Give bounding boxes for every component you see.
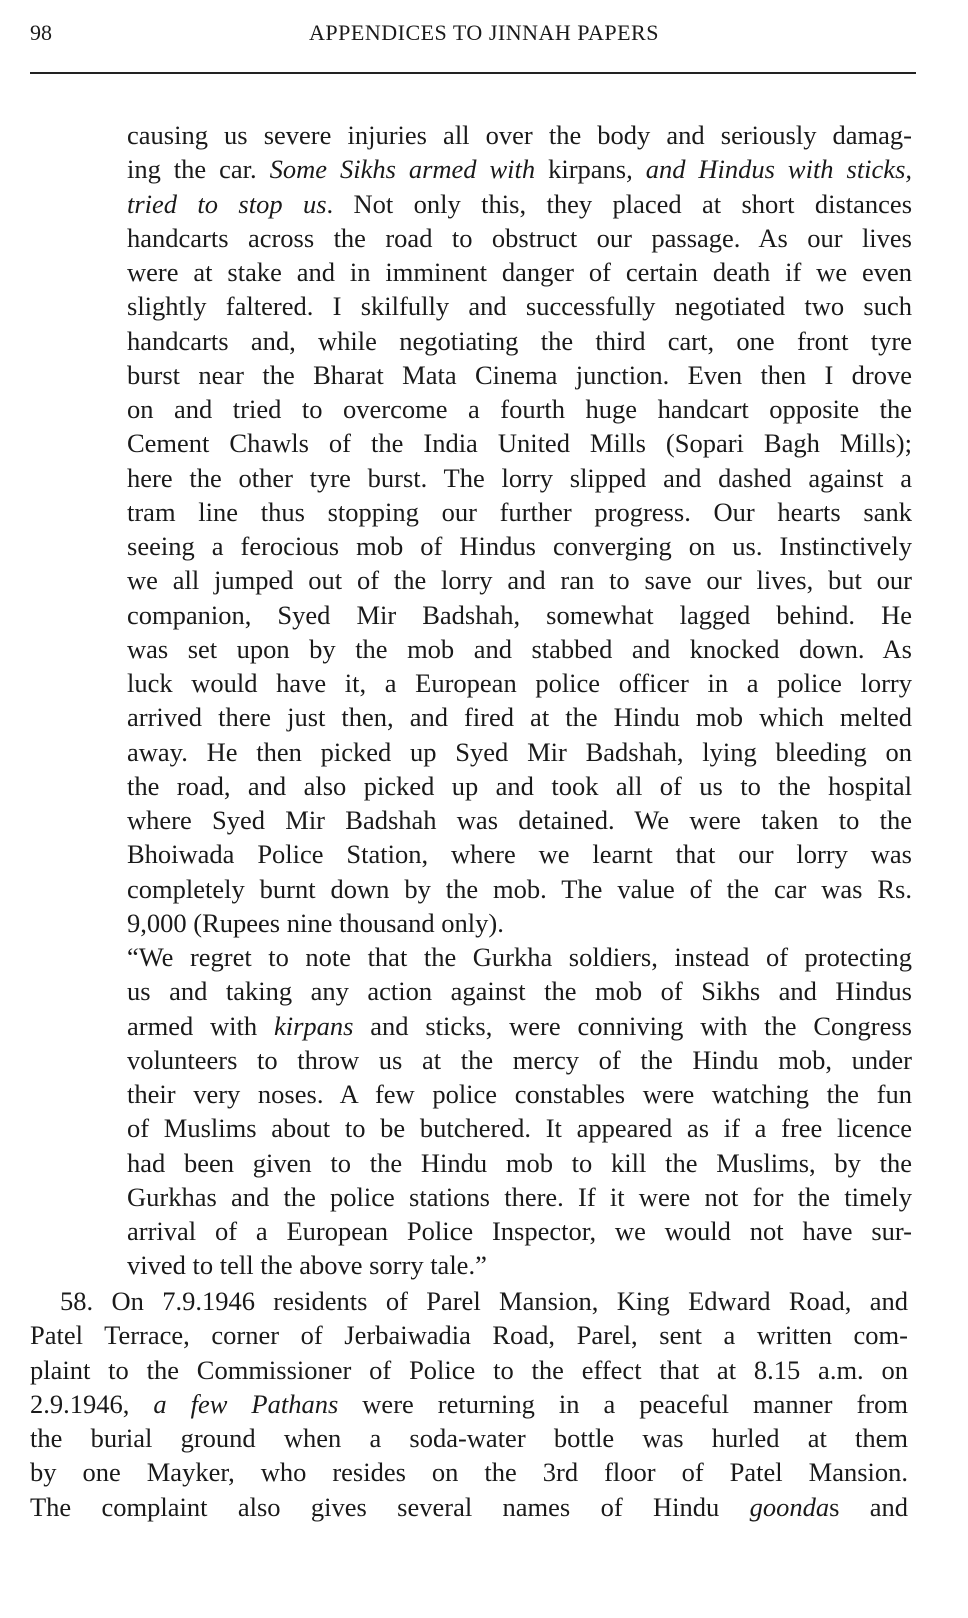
text-line xyxy=(127,837,912,871)
text-line xyxy=(127,1043,912,1077)
text-line xyxy=(127,152,912,186)
text-segment: by one Mayker, who resides on the 3rd floor of Patel Mansion. xyxy=(30,1457,908,1488)
italic-text: a few Pathans xyxy=(153,1388,339,1419)
text-segment: burst near the Bharat Mata Cinema junction. Even then I drove xyxy=(127,359,912,390)
text-line xyxy=(30,1387,908,1421)
text-segment: volunteers to throw us at the mercy of the Hindu mob, under xyxy=(127,1044,912,1075)
text-segment: handcarts and, while negotiating the third cart, one front tyre xyxy=(127,325,912,356)
text-segment: 58. On 7.9.1946 residents of Parel Mansion, King Edward Road, and xyxy=(60,1286,908,1316)
text-line xyxy=(127,598,912,632)
text-segment: us and taking any action against the mob of Sikhs and Hindus xyxy=(127,976,912,1007)
text-segment: the burial ground when a soda-water bottle was hurled at them xyxy=(30,1423,908,1453)
text-line xyxy=(30,1284,908,1318)
text-line xyxy=(30,1353,908,1387)
text-line xyxy=(127,769,912,803)
text-segment: Bhoiwada Police Station, where we learnt that our lorry was xyxy=(127,839,912,870)
text-line xyxy=(127,1248,912,1282)
text-segment: causing us severe injuries all over the body and seriously damag- xyxy=(127,120,912,150)
text-line xyxy=(30,1318,908,1352)
text-line xyxy=(127,735,912,769)
text-line xyxy=(127,1111,912,1145)
text-line xyxy=(127,289,912,323)
text-line xyxy=(127,1009,912,1043)
text-line xyxy=(127,974,912,1008)
text-segment: had been given to the Hindu mob to kill the Muslims, by the xyxy=(127,1147,912,1178)
text-line xyxy=(127,187,912,221)
text-segment: where Syed Mir Badshah was detained. We were taken to the xyxy=(127,805,912,835)
text-segment: “We regret to note that the Gurkha soldiers, instead of protecting xyxy=(127,942,912,972)
text-segment: seeing a ferocious mob of Hindus converging on us. Instinctively xyxy=(127,531,912,561)
text-segment: we all jumped out of the lorry and ran to save our lives, but our xyxy=(127,565,912,596)
text-line xyxy=(127,1180,912,1214)
text-line xyxy=(127,255,912,289)
text-segment: were at stake and in imminent danger of certain death if we even xyxy=(127,257,912,287)
text-segment: plaint to the Commissioner of Police to the effect that at 8.15 a.m. on xyxy=(30,1354,908,1385)
text-line xyxy=(30,1490,908,1524)
text-segment: were returning in a peaceful manner from xyxy=(338,1388,908,1419)
quoted-statement-block xyxy=(127,118,912,1283)
italic-text: , and Hindus with sticks, xyxy=(626,154,913,185)
text-segment: arrived there just then, and fired at the Hindu mob which melted xyxy=(127,702,912,733)
text-line xyxy=(127,358,912,392)
italic-text: tried to stop us xyxy=(127,188,327,219)
text-segment: Patel Terrace, corner of Jerbaiwadia Road, Parel, sent a written com- xyxy=(30,1320,908,1351)
text-line xyxy=(127,495,912,529)
text-segment: 2.9.1946, xyxy=(30,1388,154,1419)
text-line xyxy=(127,461,912,495)
text-line xyxy=(127,872,912,906)
text-line xyxy=(127,940,912,974)
text-line xyxy=(127,700,912,734)
text-segment: s and xyxy=(829,1491,909,1522)
text-segment: Cement Chawls of the India United Mills (Sopari Bagh Mills); xyxy=(127,428,912,459)
text-line xyxy=(127,906,912,940)
text-segment: 9,000 (Rupees nine thousand only). xyxy=(127,907,504,938)
text-segment: completely burnt down by the mob. The value of the car was Rs. xyxy=(127,873,912,904)
text-line xyxy=(127,632,912,666)
text-segment: armed with xyxy=(127,1010,274,1041)
italic-text: Some Sikhs armed with xyxy=(269,154,536,185)
text-segment: slightly faltered. I skilfully and successfully negotiated two such xyxy=(127,291,912,322)
text-segment: handcarts across the road to obstruct our passage. As our lives xyxy=(127,222,912,253)
text-segment: the road, and also picked up and took all of us to the hospital xyxy=(127,770,912,801)
text-line xyxy=(127,392,912,426)
italic-text: kirpans xyxy=(273,1010,354,1041)
text-segment: . Not only this, they placed at short distances xyxy=(326,188,913,219)
paragraph-58 xyxy=(30,1284,908,1524)
text-segment: arrival of a European Police Inspector, we would not have sur- xyxy=(127,1216,912,1246)
text-segment: ing the car. xyxy=(127,154,270,185)
running-title: APPENDICES TO JINNAH PAPERS xyxy=(309,20,659,45)
text-segment: their very noses. A few police constables were watching the fun xyxy=(127,1079,912,1109)
text-line xyxy=(30,1455,908,1489)
text-segment: kirpans xyxy=(535,154,627,185)
text-line xyxy=(127,1214,912,1248)
text-segment: of Muslims about to be butchered. It appeared as if a free licence xyxy=(127,1113,912,1144)
text-line xyxy=(127,1077,912,1111)
text-line xyxy=(127,324,912,358)
text-segment: The complaint also gives several names of Hindu xyxy=(30,1491,750,1522)
text-line xyxy=(127,426,912,460)
text-line xyxy=(127,1146,912,1180)
text-line xyxy=(127,118,912,152)
text-line xyxy=(127,221,912,255)
text-line xyxy=(127,666,912,700)
text-line xyxy=(30,1421,908,1455)
text-segment: on and tried to overcome a fourth huge handcart opposite the xyxy=(127,394,912,424)
text-segment: was set upon by the mob and stabbed and knocked down. As xyxy=(127,633,912,664)
text-segment: luck would have it, a European police officer in a police lorry xyxy=(127,668,912,698)
text-line xyxy=(127,563,912,597)
header-rule xyxy=(30,72,916,74)
text-segment: away. He then picked up Syed Mir Badshah, lying bleeding on xyxy=(127,736,912,767)
text-segment: companion, Syed Mir Badshah, somewhat lagged behind. He xyxy=(127,599,912,630)
page-number: 98 xyxy=(30,20,52,45)
text-line xyxy=(127,803,912,837)
text-segment: vived to tell the above sorry tale.” xyxy=(127,1250,487,1281)
text-segment: and sticks, were conniving with the Congress xyxy=(353,1010,912,1041)
text-segment: Gurkhas and the police stations there. If it were not for the timely xyxy=(127,1181,912,1212)
italic-text: goonda xyxy=(749,1491,830,1522)
text-segment: here the other tyre burst. The lorry slipped and dashed against a xyxy=(127,462,912,493)
text-line xyxy=(127,529,912,563)
text-segment: tram line thus stopping our further progress. Our hearts sank xyxy=(127,496,912,527)
